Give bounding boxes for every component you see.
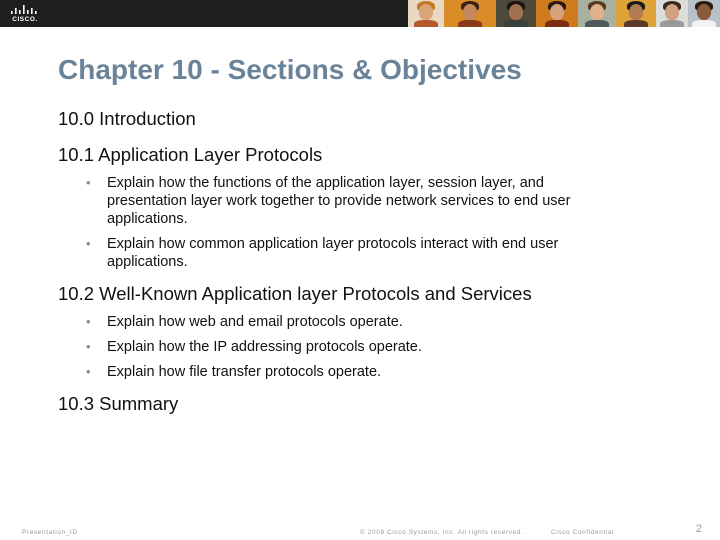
photo-2 [444,0,496,27]
footer-confidential: Cisco Confidential [551,529,615,536]
cisco-logo [8,4,42,23]
cisco-bridge-icon [8,4,42,16]
section-heading: 10.2 Well-Known Application layer Protocols and Services [58,283,532,304]
photo-5 [578,0,616,27]
bullet-item [86,235,626,271]
section-heading: 10.1 Application Layer Protocols [58,144,323,165]
bullet-icon: • [86,364,91,379]
bullet-item [86,363,626,381]
bullet-item [86,313,626,331]
slide-title: Chapter 10 - Sections & Objectives [58,54,522,85]
bullet-icon: • [86,236,91,251]
photo-strip [408,0,720,27]
footer-presentation-id: Presentation_ID [22,529,78,536]
bullet-item [86,338,626,356]
section-heading: 10.3 Summary [58,393,179,414]
logo-wordmark: CISCO. [12,16,38,23]
bullet-text: Explain how common application layer protocols interact with end user applications. [107,236,559,270]
photo-8 [688,0,720,27]
photo-4 [536,0,578,27]
footer-copyright: © 2008 Cisco Systems, Inc. All rights reserved. [360,529,524,536]
photo-7 [656,0,688,27]
bullet-icon: • [86,314,91,329]
bullet-icon: • [86,175,91,190]
page-number: 2 [695,523,702,535]
bullet-text: Explain how the functions of the application layer, session layer, and presentation layer work together to provide network services to end user applications. [107,175,571,227]
section-heading: 10.0 Introduction [58,108,196,129]
bullet-text: Explain how web and email protocols operate. [107,314,403,330]
photo-3 [496,0,536,27]
photo-1 [408,0,444,27]
bullet-text: Explain how file transfer protocols operate. [107,364,382,380]
photo-6 [616,0,656,27]
top-banner [0,0,720,27]
bullet-text: Explain how the IP addressing protocols operate. [107,339,422,355]
bullet-item [86,174,626,228]
bullet-icon: • [86,339,91,354]
